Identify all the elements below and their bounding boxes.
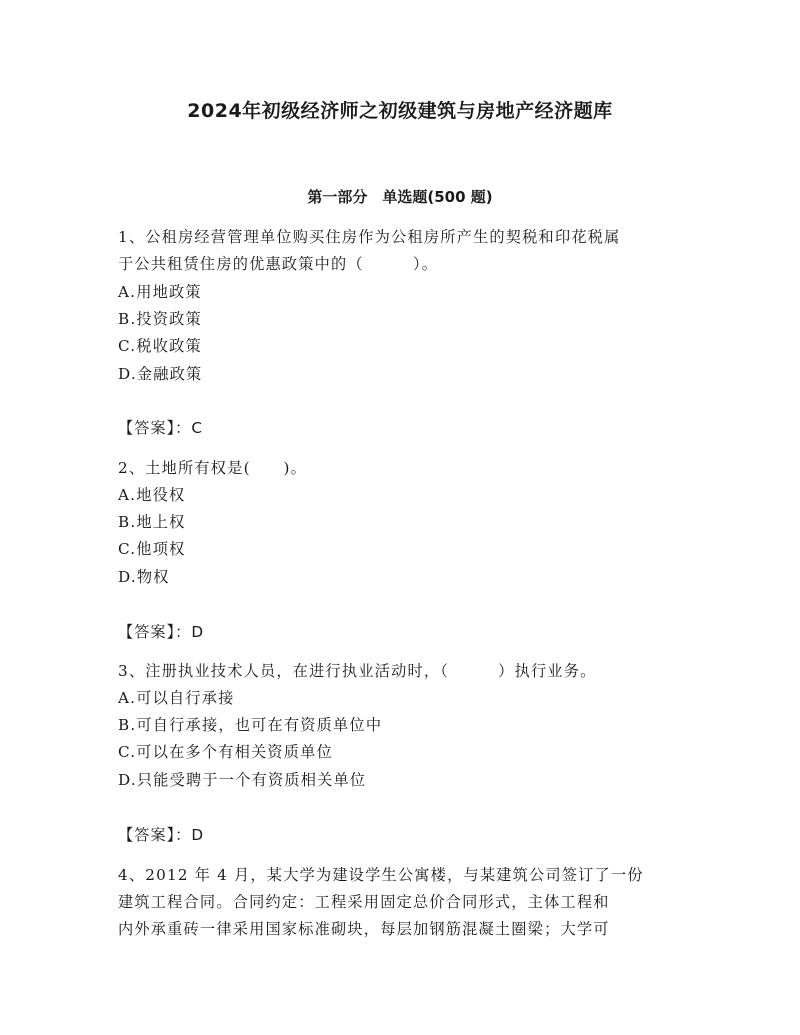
question-3-line-1: 3、注册执业技术人员，在进行执业活动时，（ ）执行业务。 bbox=[118, 662, 597, 680]
question-2-option-c: C.他项权 bbox=[118, 540, 186, 558]
question-4-line-2: 建筑工程合同。合同约定：工程采用固定总价合同形式，主体工程和 bbox=[118, 893, 610, 911]
question-2-line-1: 2、土地所有权是( )。 bbox=[118, 459, 307, 477]
question-3-option-b: B.可自行承接，也可在有资质单位中 bbox=[118, 716, 383, 734]
question-2-option-b: B.地上权 bbox=[118, 513, 186, 531]
question-1-option-b: B.投资政策 bbox=[118, 310, 202, 328]
question-3-option-c: C.可以在多个有相关资质单位 bbox=[118, 743, 333, 761]
question-1-line-2: 于公共租赁住房的优惠政策中的（ ）。 bbox=[118, 255, 439, 273]
question-1-answer: 【答案】：C bbox=[118, 419, 203, 437]
question-3-option-d: D.只能受聘于一个有资质相关单位 bbox=[118, 771, 367, 789]
question-2-option-d: D.物权 bbox=[118, 568, 170, 586]
document-title: 2024年初级经济师之初级建筑与房地产经济题库 bbox=[187, 100, 613, 122]
question-1-line-1: 1、公租房经营管理单位购买住房作为公租房所产生的契税和印花税属 bbox=[118, 228, 621, 246]
question-4-line-3: 内外承重砖一律采用国家标准砌块，每层加钢筋混凝土圈梁；大学可 bbox=[118, 920, 610, 938]
question-1-option-d: D.金融政策 bbox=[118, 365, 203, 383]
question-4-line-1: 4、2012 年 4 月，某大学为建设学生公寓楼，与某建筑公司签订了一份 bbox=[118, 866, 644, 884]
question-3-option-a: A.可以自行承接 bbox=[118, 689, 235, 707]
question-2-answer: 【答案】：D bbox=[118, 623, 205, 641]
question-1-option-a: A.用地政策 bbox=[118, 283, 202, 301]
section-heading: 第一部分 单选题(500 题) bbox=[307, 188, 493, 206]
question-1-option-c: C.税收政策 bbox=[118, 337, 202, 355]
question-3-answer: 【答案】：D bbox=[118, 826, 205, 844]
question-2-option-a: A.地役权 bbox=[118, 486, 186, 504]
